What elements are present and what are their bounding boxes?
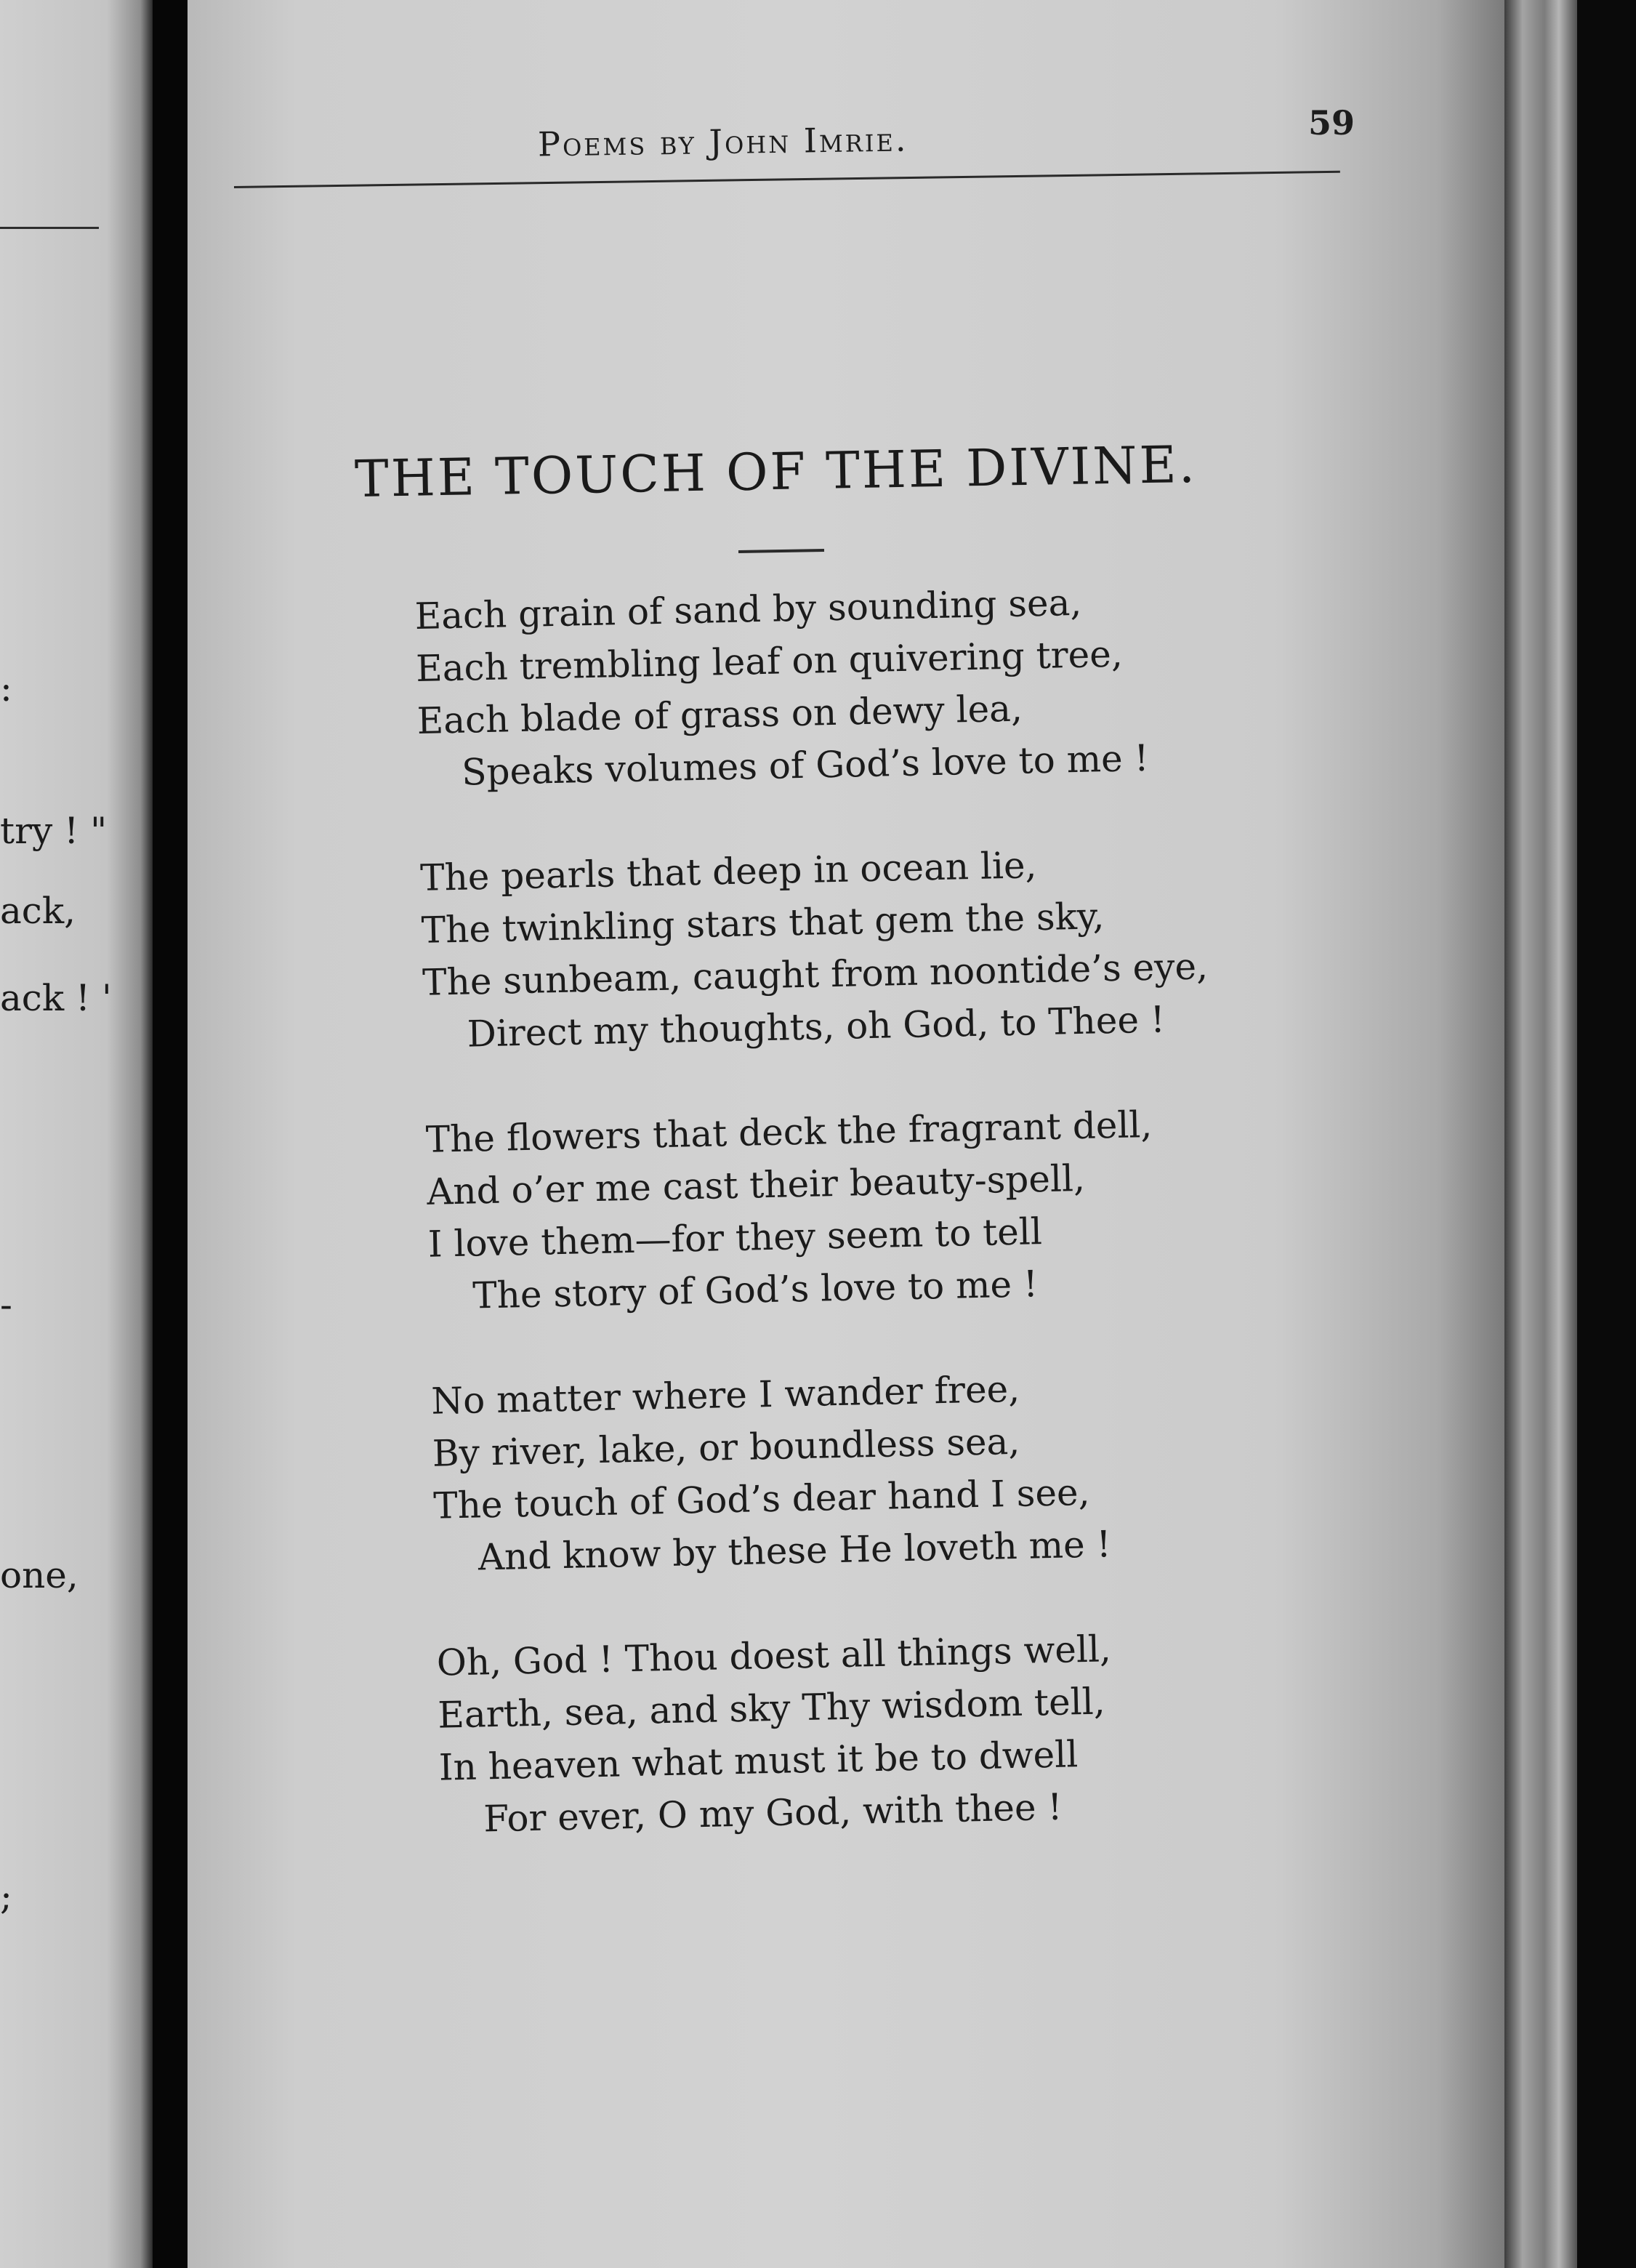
poem-line: Each trembling leaf on quivering tree, bbox=[415, 632, 1124, 690]
poem-line: No matter where I wander free, bbox=[430, 1367, 1020, 1423]
stanza-3 bbox=[425, 1097, 1215, 1323]
poem-line: Earth, sea, and sky Thy wisdom tell, bbox=[437, 1680, 1106, 1737]
poem-line: The twinkling stars that gem the sky, bbox=[421, 895, 1105, 952]
left-fragment-semicolon: ; bbox=[0, 1875, 12, 1918]
poem-line: Each blade of grass on dewy lea, bbox=[416, 687, 1023, 742]
poem-body bbox=[414, 574, 1227, 1898]
left-fragment-one: one, bbox=[0, 1554, 78, 1596]
stanza-4 bbox=[431, 1359, 1221, 1585]
poem-line: And o’er me cast their beauty-spell, bbox=[426, 1157, 1086, 1213]
stanza-5 bbox=[436, 1620, 1226, 1846]
poem-title: THE TOUCH OF THE DIVINE. bbox=[354, 434, 1198, 510]
poem-line: The story of God’s love to me ! bbox=[472, 1263, 1039, 1317]
page-edge bbox=[1504, 0, 1577, 2268]
poem-line: Each grain of sand by sounding sea, bbox=[414, 581, 1082, 638]
book-gutter bbox=[153, 0, 188, 2268]
left-fragment-try: try ! " bbox=[0, 810, 108, 852]
left-fragment-ack-1: ack, bbox=[0, 890, 76, 932]
poem-line: The touch of God’s dear hand I see, bbox=[432, 1471, 1091, 1527]
poem-line: Direct my thoughts, oh God, to Thee ! bbox=[467, 998, 1166, 1055]
poem-line: For ever, O my God, with thee ! bbox=[483, 1785, 1063, 1841]
stanza-1 bbox=[414, 574, 1204, 800]
poem-line: The pearls that deep in ocean lie, bbox=[419, 844, 1037, 899]
left-page-rule bbox=[0, 227, 99, 229]
poem-line: By river, lake, or boundless sea, bbox=[432, 1420, 1020, 1475]
left-page bbox=[0, 0, 153, 2268]
stanza-2 bbox=[420, 835, 1210, 1061]
poem-line: And know by these He loveth me ! bbox=[477, 1523, 1112, 1579]
outer-background bbox=[1577, 0, 1636, 2268]
left-fragment-dash: - bbox=[0, 1284, 12, 1326]
left-fragment-colon: : bbox=[0, 667, 12, 709]
page-number: 59 bbox=[1308, 103, 1355, 142]
poem-line: I love them—for they seem to tell bbox=[427, 1210, 1043, 1266]
running-head: Poems by John Imrie. bbox=[537, 119, 908, 164]
poem-line: Speaks volumes of God’s love to me ! bbox=[461, 736, 1150, 794]
poem-line: The flowers that deck the fragrant dell, bbox=[425, 1103, 1153, 1161]
poem-line: Oh, God ! Thou doest all things well, bbox=[436, 1628, 1112, 1684]
poem-line: The sunbeam, caught from noontide’s eye, bbox=[422, 945, 1209, 1004]
poem-line: In heaven what must it be to dwell bbox=[438, 1733, 1079, 1789]
left-fragment-ack-2: ack ! ' bbox=[0, 977, 112, 1019]
